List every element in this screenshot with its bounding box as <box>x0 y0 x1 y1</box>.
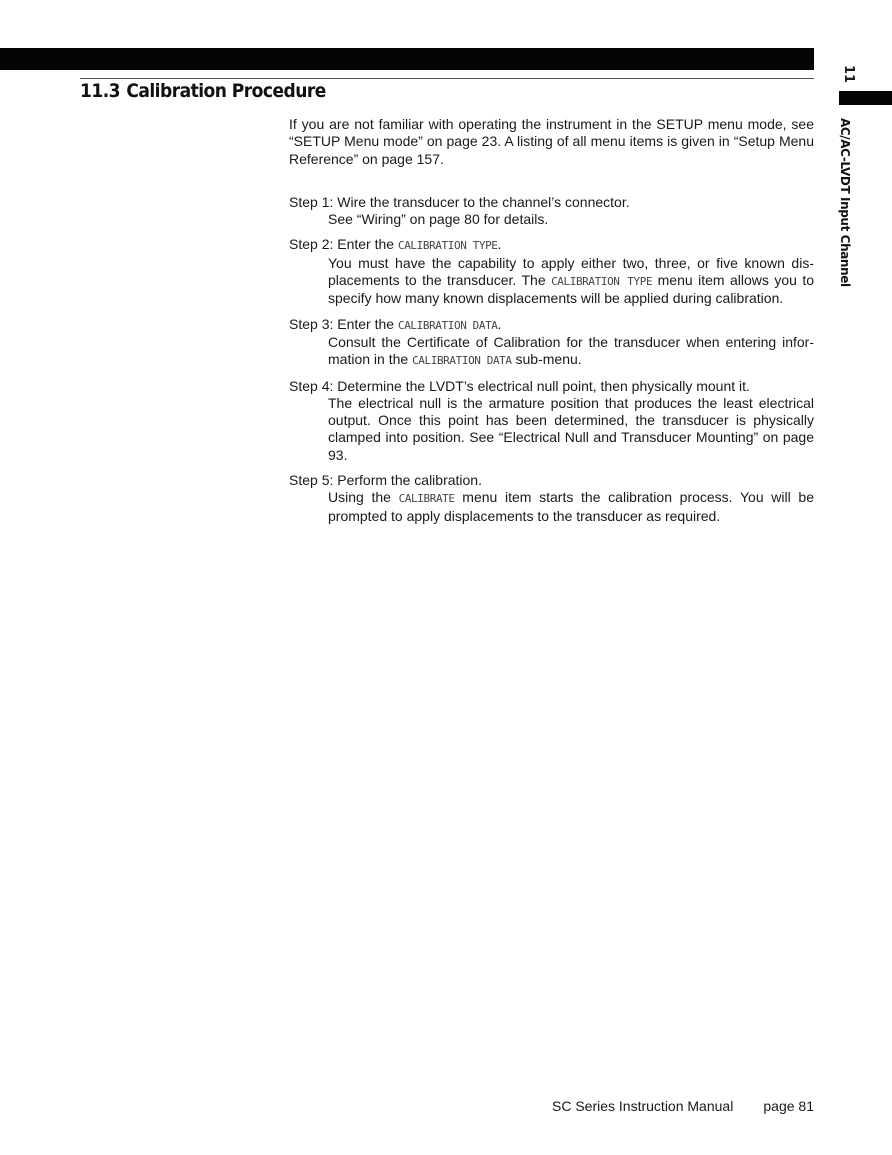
section-title-text: Calibration Procedure <box>126 80 326 102</box>
step-4 <box>289 378 814 464</box>
step-2 <box>289 236 814 307</box>
section-number: 11.3 <box>80 80 121 102</box>
step-body-text: You must have the capability to apply either two, three, or five known displacements to the transducer. The <box>328 254 814 289</box>
step-title-punct: . <box>497 236 502 253</box>
step-title-text: Step 2: Enter the <box>289 236 398 253</box>
menu-item-name: CALIBRATION TYPE <box>397 239 498 253</box>
chapter-tab-number: 11 <box>841 64 856 84</box>
manual-name: SC Series Instruction Manual <box>552 1098 734 1114</box>
menu-item-name: CALIBRATION DATA <box>412 354 512 368</box>
intro-paragraph: If you are not familiar with operating the instrument in the SETUP menu mode, see “SETUP Menu mode” on page 23. A listing of all menu items is given in “Setup Menu Reference” on page 157. <box>289 116 814 167</box>
step-title: Step 4: Determine the LVDT’s electrical null point, then physically mount it. <box>289 377 750 394</box>
step-body-text: Consult the Certificate of Calibration for the transducer when entering information in the <box>328 333 814 368</box>
step-3 <box>289 316 814 370</box>
step-body <box>328 255 814 308</box>
step-title <box>289 316 814 334</box>
step-body: The electrical null is the armature position that produces the least electrical output. Once this point has been determined, the transducer is physically clamped into position. See “Electrical Null and Transducer Mounting” on page 93. <box>328 394 814 463</box>
title-rule <box>80 78 814 79</box>
chapter-tab-marker <box>839 91 892 105</box>
step-body-text: sub-menu. <box>511 351 582 368</box>
step-body: See “Wiring” on page 80 for details. <box>328 211 549 228</box>
main-content <box>289 116 814 533</box>
section-title <box>80 80 326 102</box>
page-number: page 81 <box>763 1098 814 1114</box>
step-body-text: Using the <box>328 489 399 506</box>
step-title: Step 5: Perform the calibration. <box>289 472 482 489</box>
step-title-punct: . <box>497 315 502 332</box>
menu-item-name: CALIBRATION TYPE <box>551 275 653 289</box>
step-body-text: menu item starts the calibration process. You will be prompted to apply displacements to the transducer as required. <box>328 489 814 524</box>
menu-item-name: CALIBRATION DATA <box>397 318 498 332</box>
step-title: Step 1: Wire the transducer to the channel’s connector. <box>289 193 630 210</box>
step-body <box>328 489 814 525</box>
step-body <box>328 334 814 370</box>
step-5 <box>289 472 814 525</box>
menu-item-name: CALIBRATE <box>398 492 455 506</box>
step-title <box>289 236 814 254</box>
step-body-text: menu item allows you to specify how many known displacements will be applied during calibration. <box>328 272 815 307</box>
page-footer <box>552 1098 814 1114</box>
step-1 <box>289 194 814 229</box>
step-title-text: Step 3: Enter the <box>289 315 398 332</box>
chapter-side-title: AC/AC-LVDT Input Channel <box>838 118 852 287</box>
header-bar <box>0 48 814 70</box>
